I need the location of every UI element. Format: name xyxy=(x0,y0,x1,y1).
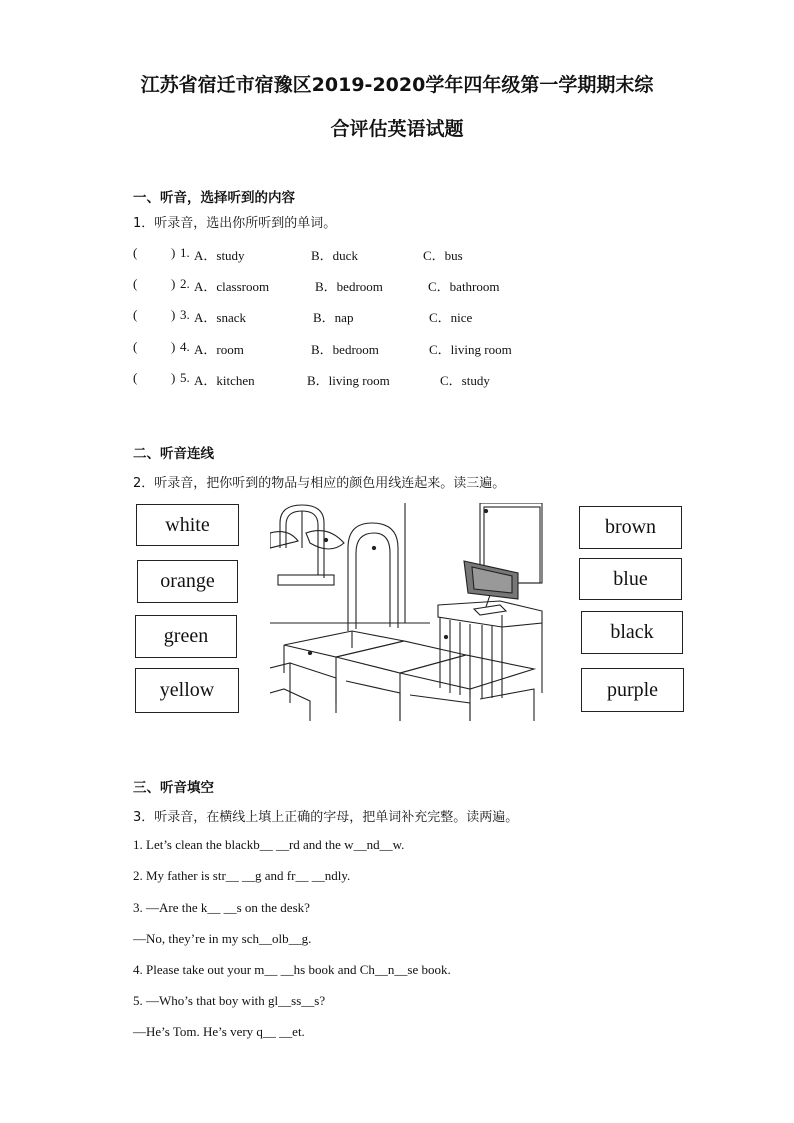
classroom-illustration xyxy=(270,503,544,721)
question-2: 2．听录音，把你听到的物品与相应的颜色用线连起来。读三遍。 xyxy=(133,476,506,491)
option-c: C．bus xyxy=(423,248,463,263)
window xyxy=(270,505,344,585)
color-box-green: green xyxy=(135,615,237,658)
question-3: 3．听录音，在横线上填上正确的字母，把单词补充完整。读两遍。 xyxy=(133,810,519,825)
paren-open: ( xyxy=(133,339,138,354)
paren-open: ( xyxy=(133,307,138,322)
color-box-black: black xyxy=(581,611,683,654)
item-number: 4. xyxy=(180,339,190,354)
option-c: C．nice xyxy=(429,310,473,325)
option-c: C．bathroom xyxy=(428,279,500,294)
question-1: 1．听录音，选出你所听到的单词。 xyxy=(133,216,337,231)
paren-close: ) xyxy=(171,307,176,322)
paren-open: ( xyxy=(133,276,138,291)
color-box-white: white xyxy=(136,504,239,546)
fill-line-3: 3. —Are the k__ __s on the desk? xyxy=(133,900,310,915)
item-number: 2. xyxy=(180,276,190,291)
paren-close: ) xyxy=(171,370,176,385)
fill-line-1: 1. Let’s clean the blackb__ __rd and the w__nd__w. xyxy=(133,837,405,852)
item-number: 3. xyxy=(180,307,190,322)
option-a: A．study xyxy=(194,248,245,263)
fill-line-5: 5. —Who’s that boy with gl__ss__s? xyxy=(133,993,326,1008)
paren-close: ) xyxy=(171,276,176,291)
fill-line-3-answer: —No, they’re in my sch__olb__g. xyxy=(133,931,312,946)
paren-open: ( xyxy=(133,245,138,260)
paren-open: ( xyxy=(133,370,138,385)
color-box-yellow: yellow xyxy=(135,668,239,713)
option-b: B．bedroom xyxy=(315,279,383,294)
color-box-brown: brown xyxy=(579,506,682,549)
option-b: B．nap xyxy=(313,310,354,325)
item-number: 5. xyxy=(180,370,190,385)
section-1-heading: 一、听音，选择听到的内容 xyxy=(133,190,295,206)
color-box-blue: blue xyxy=(579,558,682,600)
fill-line-2: 2. My father is str__ __g and fr__ __ndly. xyxy=(133,868,351,883)
paren-close: ) xyxy=(171,245,176,260)
option-b: B．bedroom xyxy=(311,342,379,357)
option-a: A．kitchen xyxy=(194,373,255,388)
fill-line-5-answer: —He’s Tom. He’s very q__ __et. xyxy=(133,1024,305,1039)
computer-monitor xyxy=(464,561,518,615)
option-a: A．snack xyxy=(194,310,246,325)
option-a: A．room xyxy=(194,342,244,357)
option-b: B．living room xyxy=(307,373,390,388)
student-desks xyxy=(270,631,534,721)
item-number: 1. xyxy=(180,245,190,260)
paren-close: ) xyxy=(171,339,176,354)
fill-line-4: 4. Please take out your m__ __hs book and Ch__n__se book. xyxy=(133,962,451,977)
option-c: C．study xyxy=(440,373,490,388)
option-b: B．duck xyxy=(311,248,358,263)
title-line-2: 合评估英语试题 xyxy=(330,118,464,140)
color-box-purple: purple xyxy=(581,668,684,712)
section-2-heading: 二、听音连线 xyxy=(133,446,214,462)
color-box-orange: orange xyxy=(137,560,238,603)
title-line-1: 江苏省宿迁市宿豫区2019-2020学年四年级第一学期期末综 xyxy=(140,74,654,96)
option-c: C．living room xyxy=(429,342,512,357)
option-a: A．classroom xyxy=(194,279,270,294)
section-3-heading: 三、听音填空 xyxy=(133,780,214,796)
door xyxy=(348,523,398,631)
computer-desk xyxy=(438,601,542,698)
